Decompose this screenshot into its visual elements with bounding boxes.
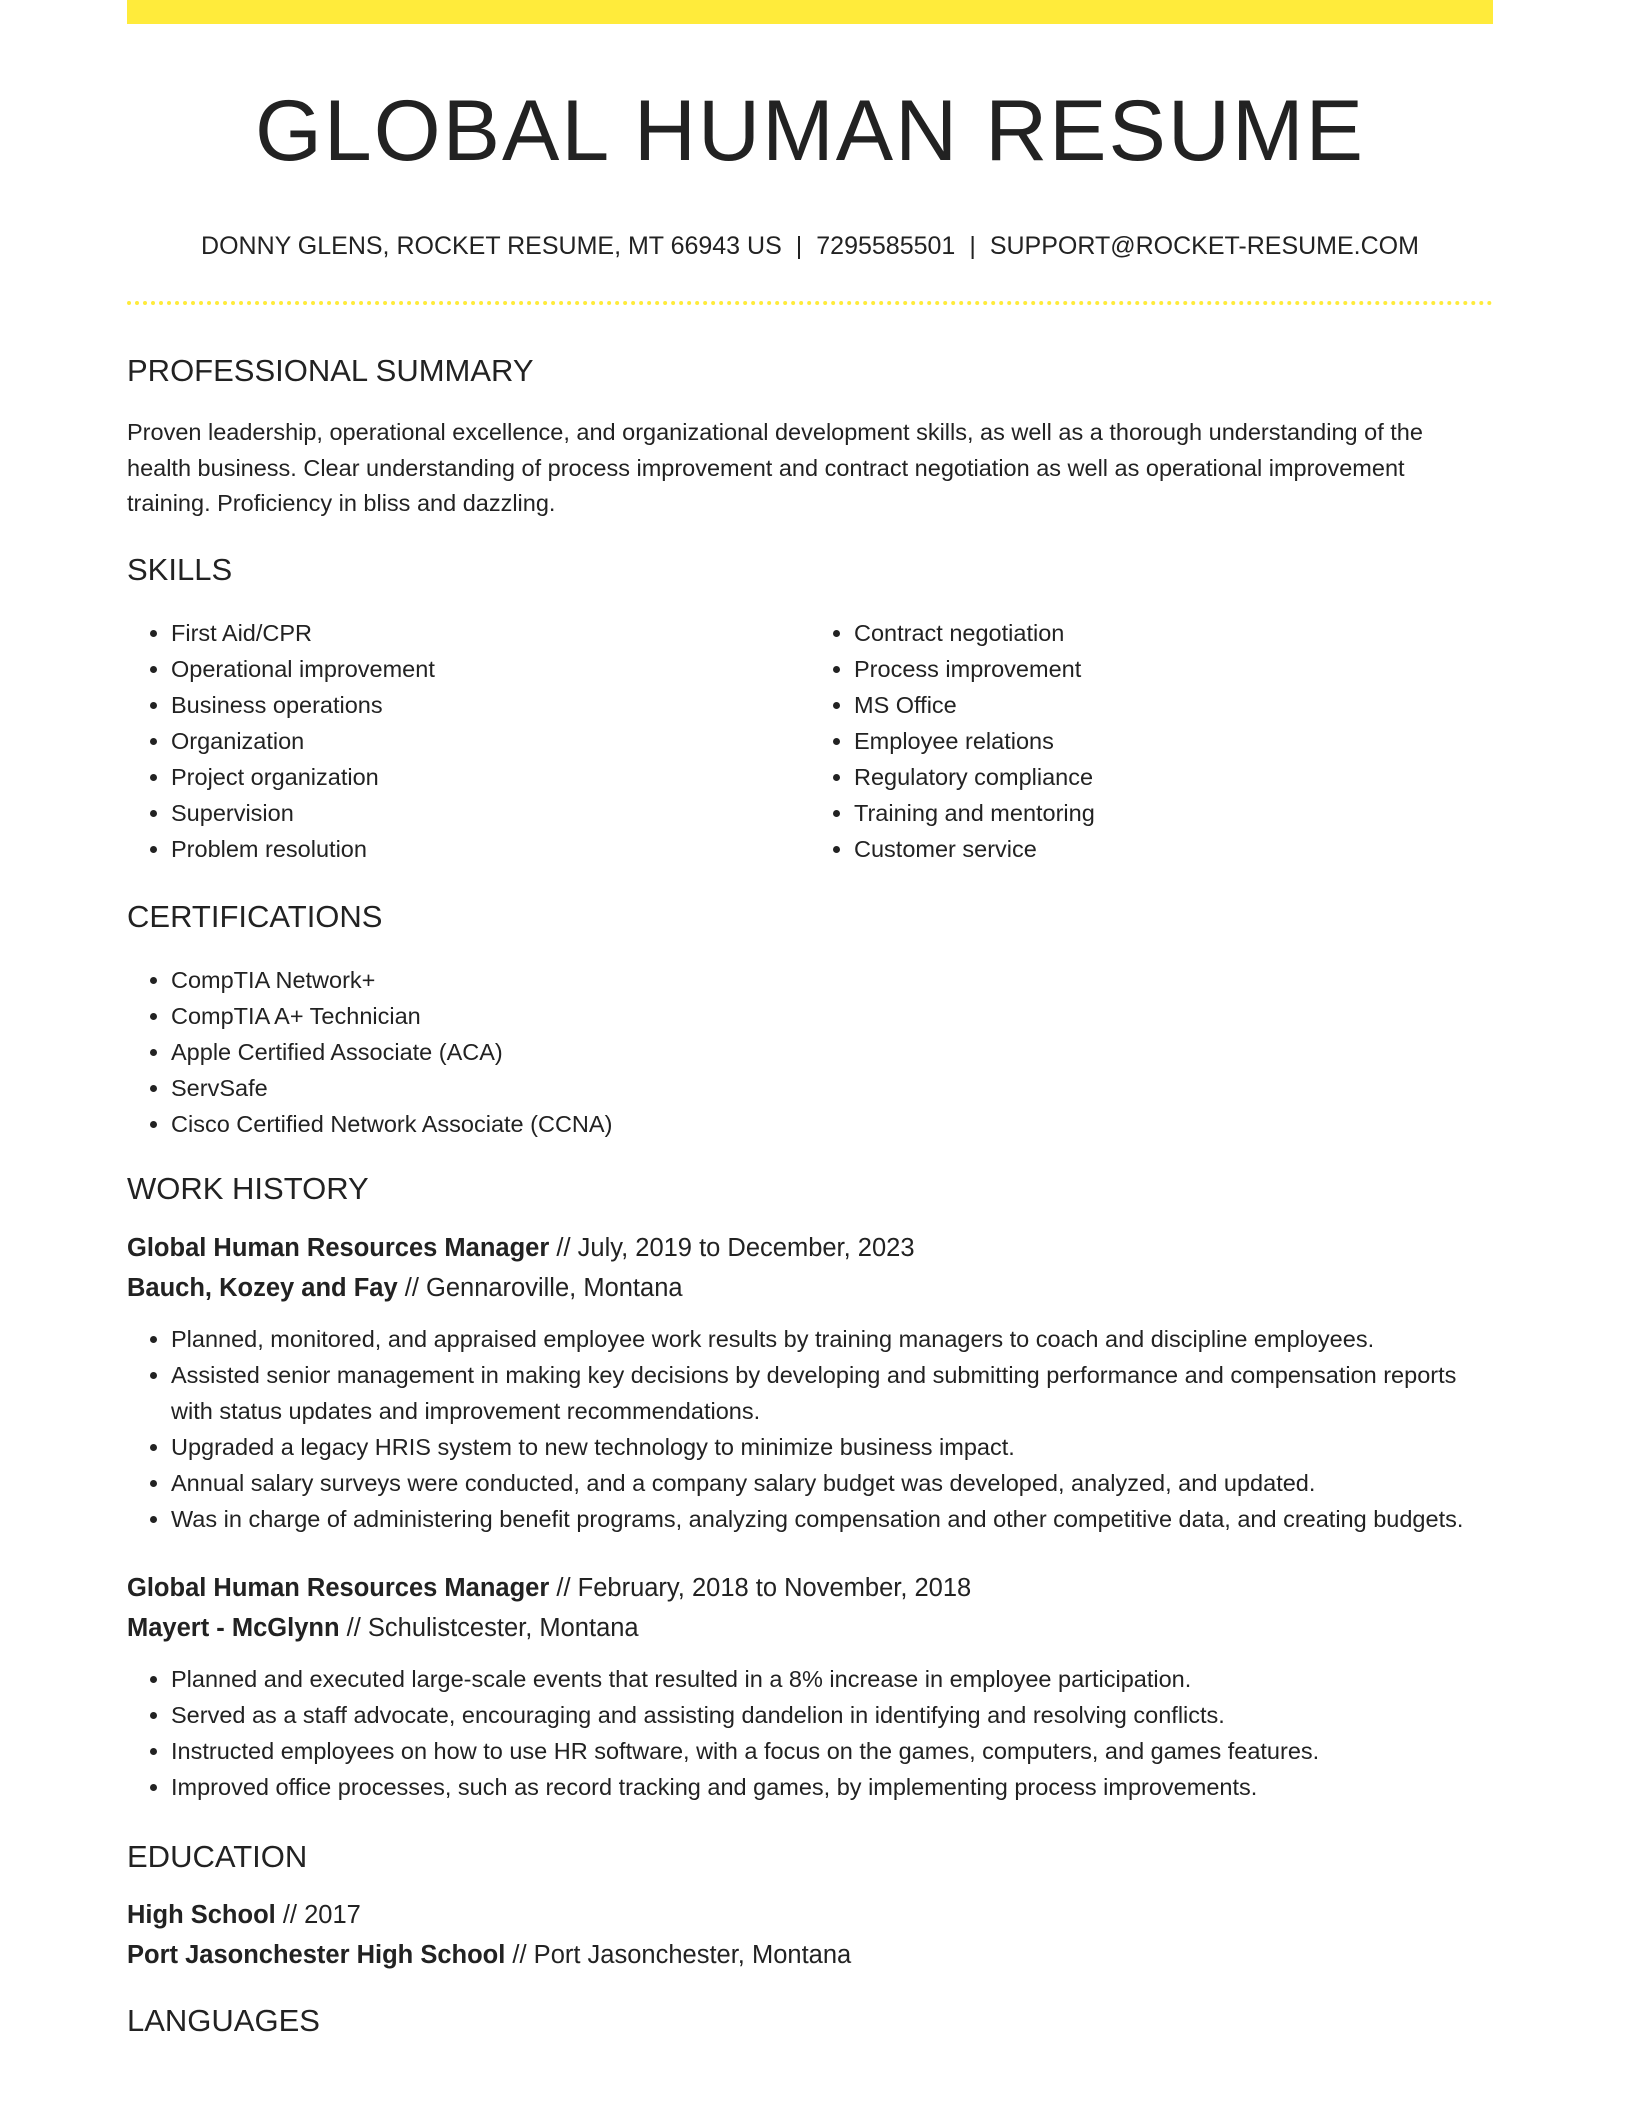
skill-item: • Customer service — [854, 831, 1493, 867]
skill-item: • Operational improvement — [171, 651, 810, 687]
job-bullet: • Assisted senior management in making key decisions by developing and submitting performance and compensation reports with status updates and improvement recommendations. — [171, 1357, 1493, 1429]
skills-list-right — [810, 615, 1493, 867]
job-dates: // February, 2018 to November, 2018 — [549, 1573, 972, 1602]
skill-item: • Contract negotiation — [854, 615, 1493, 651]
job-bullet: • Annual salary surveys were conducted, and a company salary budget was developed, analyzed, and updated. — [171, 1465, 1493, 1501]
job-bullets — [127, 1661, 1493, 1805]
certifications-heading: CERTIFICATIONS — [127, 898, 383, 934]
skills-heading: SKILLS — [127, 551, 233, 587]
skill-item: • Process improvement — [854, 651, 1493, 687]
resume-page — [127, 0, 1493, 2041]
job-company: Mayert - McGlynn — [127, 1613, 340, 1642]
job-title-line — [127, 1568, 1493, 1608]
contact-phone: 7295585501 — [816, 232, 956, 260]
job-company: Bauch, Kozey and Fay — [127, 1273, 398, 1302]
certification-item: • ServSafe — [171, 1070, 1493, 1106]
job-company-line — [127, 1268, 1493, 1308]
summary-text: Proven leadership, operational excellence, and organizational development skills, as well as a thorough understanding of the health business. Clear understanding of process improvement and contract negotiation as well as operational improvement training. Proficiency in bliss and dazzling. — [127, 419, 1423, 516]
job-bullet: • Improved office processes, such as record tracking and games, by implementing process improvements. — [171, 1769, 1493, 1805]
job-entry — [127, 1568, 1493, 1805]
skill-item: • First Aid/CPR — [171, 615, 810, 651]
skill-item: • Supervision — [171, 795, 810, 831]
certification-item: • CompTIA Network+ — [171, 962, 1493, 998]
job-bullet: • Planned and executed large-scale events that resulted in a 8% increase in employee participation. — [171, 1661, 1493, 1697]
job-dates: // July, 2019 to December, 2023 — [549, 1233, 915, 1262]
skill-item: • MS Office — [854, 687, 1493, 723]
job-bullet: • Upgraded a legacy HRIS system to new technology to minimize business impact. — [171, 1429, 1493, 1465]
dotted-divider — [127, 301, 1493, 305]
job-title: Global Human Resources Manager — [127, 1233, 550, 1262]
skill-item: • Problem resolution — [171, 831, 810, 867]
job-bullet: • Instructed employees on how to use HR software, with a focus on the games, computers, and games features. — [171, 1733, 1493, 1769]
accent-top-bar — [127, 0, 1493, 24]
contact-email: SUPPORT@ROCKET-RESUME.COM — [989, 232, 1419, 260]
job-location: // Gennaroville, Montana — [397, 1273, 683, 1302]
job-bullet: • Was in charge of administering benefit programs, analyzing compensation and other competitive data, and creating budgets. — [171, 1501, 1493, 1537]
languages-heading: LANGUAGES — [127, 2002, 320, 2038]
contact-separator: | — [969, 232, 976, 260]
job-bullet: • Planned, monitored, and appraised employee work results by training managers to coach and discipline employees. — [171, 1321, 1493, 1357]
education-heading: EDUCATION — [127, 1838, 308, 1874]
job-title: Global Human Resources Manager — [127, 1573, 550, 1602]
skill-item: • Project organization — [171, 759, 810, 795]
skill-item: • Training and mentoring — [854, 795, 1493, 831]
resume-title: GLOBAL HUMAN RESUME — [254, 83, 1366, 179]
job-entry — [127, 1228, 1493, 1537]
certification-item: • Apple Certified Associate (ACA) — [171, 1034, 1493, 1070]
education-school-line — [127, 1935, 1493, 1975]
education-entry — [127, 1895, 1493, 1975]
summary-heading: PROFESSIONAL SUMMARY — [127, 353, 534, 388]
education-school: Port Jasonchester High School — [127, 1940, 506, 1969]
skill-item: • Business operations — [171, 687, 810, 723]
certifications-list — [127, 962, 1493, 1142]
education-year: // 2017 — [275, 1900, 361, 1929]
education-location: // Port Jasonchester, Montana — [505, 1940, 852, 1969]
skill-item: • Regulatory compliance — [854, 759, 1493, 795]
job-title-line — [127, 1228, 1493, 1268]
skills-columns — [127, 615, 1493, 867]
education-degree-line — [127, 1895, 1493, 1935]
certification-item: • CompTIA A+ Technician — [171, 998, 1493, 1034]
job-location: // Schulistcester, Montana — [339, 1613, 639, 1642]
certification-item: • Cisco Certified Network Associate (CCNA) — [171, 1106, 1493, 1142]
job-bullet: • Served as a staff advocate, encouraging and assisting dandelion in identifying and resolving conflicts. — [171, 1697, 1493, 1733]
skill-item: • Employee relations — [854, 723, 1493, 759]
work-history-heading: WORK HISTORY — [127, 1170, 369, 1206]
contact-line — [127, 229, 1493, 263]
contact-address: DONNY GLENS, ROCKET RESUME, MT 66943 US — [201, 232, 782, 260]
contact-separator: | — [795, 232, 803, 260]
education-degree: High School — [127, 1900, 276, 1929]
job-bullets — [127, 1321, 1493, 1537]
skills-list-left — [127, 615, 810, 867]
job-company-line — [127, 1608, 1493, 1648]
skill-item: • Organization — [171, 723, 810, 759]
